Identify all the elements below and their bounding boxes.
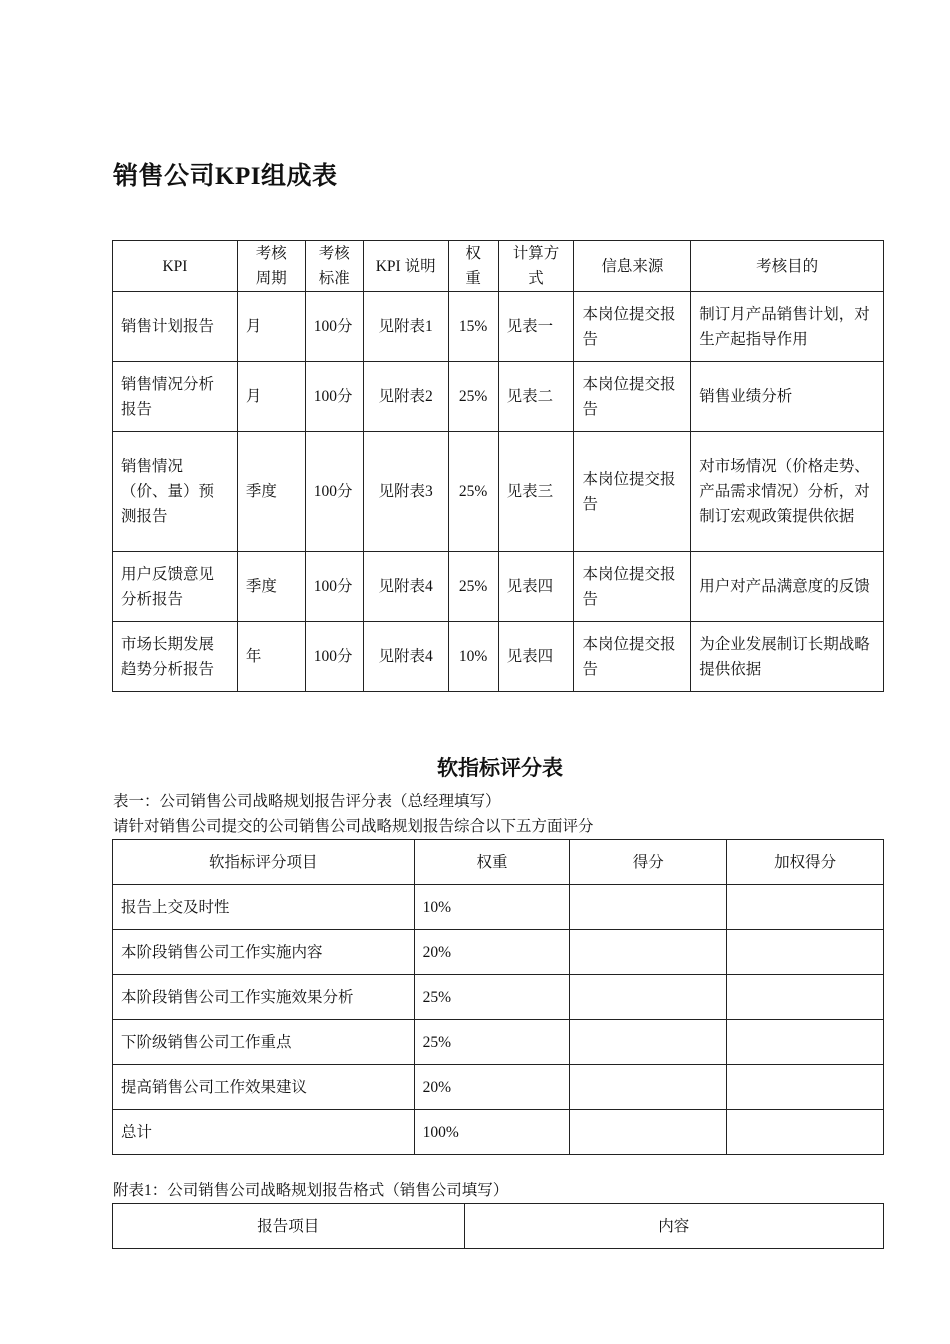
soft-score-cell[interactable]: [570, 1110, 727, 1155]
soft-weight: 100%: [414, 1110, 570, 1155]
kpi-cycle: 季度: [237, 552, 305, 622]
soft-score-cell[interactable]: [570, 885, 727, 930]
kpi-desc: 见附表4: [363, 552, 448, 622]
soft-total-row: [113, 1110, 884, 1155]
kpi-standard: 100分: [305, 432, 363, 552]
soft-score-cell[interactable]: [570, 1065, 727, 1110]
soft-weighted-cell[interactable]: [727, 1020, 884, 1065]
kpi-calc: 见表三: [498, 432, 574, 552]
kpi-purpose: 销售业绩分析: [691, 362, 884, 432]
kpi-purpose: 对市场情况（价格走势、产品需求情况）分析，对制订宏观政策提供依据: [691, 432, 884, 552]
kpi-header-kpi: KPI: [113, 241, 238, 292]
kpi-cycle: 月: [237, 292, 305, 362]
soft-item: 总计: [113, 1110, 415, 1155]
soft-row: [113, 930, 884, 975]
kpi-weight: 10%: [448, 622, 498, 692]
kpi-name: 销售计划报告: [113, 292, 238, 362]
soft-item: 本阶段销售公司工作实施内容: [113, 930, 415, 975]
soft-item: 提高销售公司工作效果建议: [113, 1065, 415, 1110]
appendix1-header-item: 报告项目: [113, 1204, 465, 1249]
kpi-name: 销售情况（价、量）预测报告: [113, 432, 238, 552]
appendix1-table: [112, 1203, 884, 1249]
soft-weight: 25%: [414, 1020, 570, 1065]
kpi-purpose: 制订月产品销售计划，对生产起指导作用: [691, 292, 884, 362]
kpi-purpose: 为企业发展制订长期战略提供依据: [691, 622, 884, 692]
soft-weighted-cell[interactable]: [727, 885, 884, 930]
kpi-source: 本岗位提交报告: [574, 552, 691, 622]
kpi-name: 用户反馈意见分析报告: [113, 552, 238, 622]
kpi-header-purpose: 考核目的: [691, 241, 884, 292]
kpi-calc: 见表四: [498, 622, 574, 692]
kpi-desc: 见附表1: [363, 292, 448, 362]
soft-score-cell[interactable]: [570, 1020, 727, 1065]
soft-weighted-cell[interactable]: [727, 1110, 884, 1155]
kpi-name: 市场长期发展趋势分析报告: [113, 622, 238, 692]
soft-score-cell[interactable]: [570, 975, 727, 1020]
kpi-desc: 见附表3: [363, 432, 448, 552]
kpi-row: [113, 432, 884, 552]
kpi-desc: 见附表2: [363, 362, 448, 432]
kpi-weight: 15%: [448, 292, 498, 362]
kpi-cycle: 年: [237, 622, 305, 692]
kpi-cycle: 季度: [237, 432, 305, 552]
soft-weighted-cell[interactable]: [727, 930, 884, 975]
kpi-header-calc: 计算方 式: [498, 241, 574, 292]
soft-table-caption: 表一：公司销售公司战略规划报告评分表（总经理填写）: [113, 793, 501, 810]
kpi-source: 本岗位提交报告: [574, 622, 691, 692]
soft-weight: 25%: [414, 975, 570, 1020]
kpi-row: [113, 552, 884, 622]
soft-header-row: [113, 840, 884, 885]
soft-header-weight: 权重: [414, 840, 570, 885]
kpi-standard: 100分: [305, 362, 363, 432]
soft-section-title: 软指标评分表: [437, 756, 563, 780]
kpi-standard: 100分: [305, 622, 363, 692]
kpi-header-standard: 考核 标准: [305, 241, 363, 292]
kpi-row: [113, 362, 884, 432]
soft-score-table: [112, 839, 884, 1155]
kpi-calc: 见表二: [498, 362, 574, 432]
kpi-row: [113, 292, 884, 362]
kpi-desc: 见附表4: [363, 622, 448, 692]
kpi-standard: 100分: [305, 292, 363, 362]
document-title: 销售公司KPI组成表: [113, 163, 338, 190]
kpi-source: 本岗位提交报告: [574, 292, 691, 362]
kpi-weight: 25%: [448, 552, 498, 622]
soft-weight: 20%: [414, 1065, 570, 1110]
kpi-weight: 25%: [448, 432, 498, 552]
kpi-source: 本岗位提交报告: [574, 362, 691, 432]
kpi-standard: 100分: [305, 552, 363, 622]
soft-weighted-cell[interactable]: [727, 975, 884, 1020]
soft-header-item: 软指标评分项目: [113, 840, 415, 885]
soft-weight: 20%: [414, 930, 570, 975]
soft-row: [113, 1020, 884, 1065]
kpi-header-source: 信息来源: [574, 241, 691, 292]
soft-header-score: 得分: [570, 840, 727, 885]
kpi-header-desc: KPI 说明: [363, 241, 448, 292]
soft-weighted-cell[interactable]: [727, 1065, 884, 1110]
soft-item: 报告上交及时性: [113, 885, 415, 930]
soft-row: [113, 975, 884, 1020]
soft-row: [113, 1065, 884, 1110]
soft-header-weighted: 加权得分: [727, 840, 884, 885]
kpi-weight: 25%: [448, 362, 498, 432]
soft-table-instruction: 请针对销售公司提交的公司销售公司战略规划报告综合以下五方面评分: [113, 818, 594, 835]
appendix1-caption: 附表1：公司销售公司战略规划报告格式（销售公司填写）: [113, 1182, 509, 1199]
soft-item: 本阶段销售公司工作实施效果分析: [113, 975, 415, 1020]
kpi-source: 本岗位提交报告: [574, 432, 691, 552]
appendix1-header-content: 内容: [464, 1204, 883, 1249]
appendix1-header-row: [113, 1204, 884, 1249]
kpi-header-row: [113, 241, 884, 292]
kpi-purpose: 用户对产品满意度的反馈: [691, 552, 884, 622]
kpi-cycle: 月: [237, 362, 305, 432]
soft-score-cell[interactable]: [570, 930, 727, 975]
kpi-name: 销售情况分析报告: [113, 362, 238, 432]
kpi-table: [112, 240, 884, 692]
kpi-header-cycle: 考核 周期: [237, 241, 305, 292]
kpi-calc: 见表一: [498, 292, 574, 362]
soft-item: 下阶级销售公司工作重点: [113, 1020, 415, 1065]
kpi-calc: 见表四: [498, 552, 574, 622]
kpi-header-weight: 权 重: [448, 241, 498, 292]
soft-weight: 10%: [414, 885, 570, 930]
kpi-row: [113, 622, 884, 692]
soft-row: [113, 885, 884, 930]
